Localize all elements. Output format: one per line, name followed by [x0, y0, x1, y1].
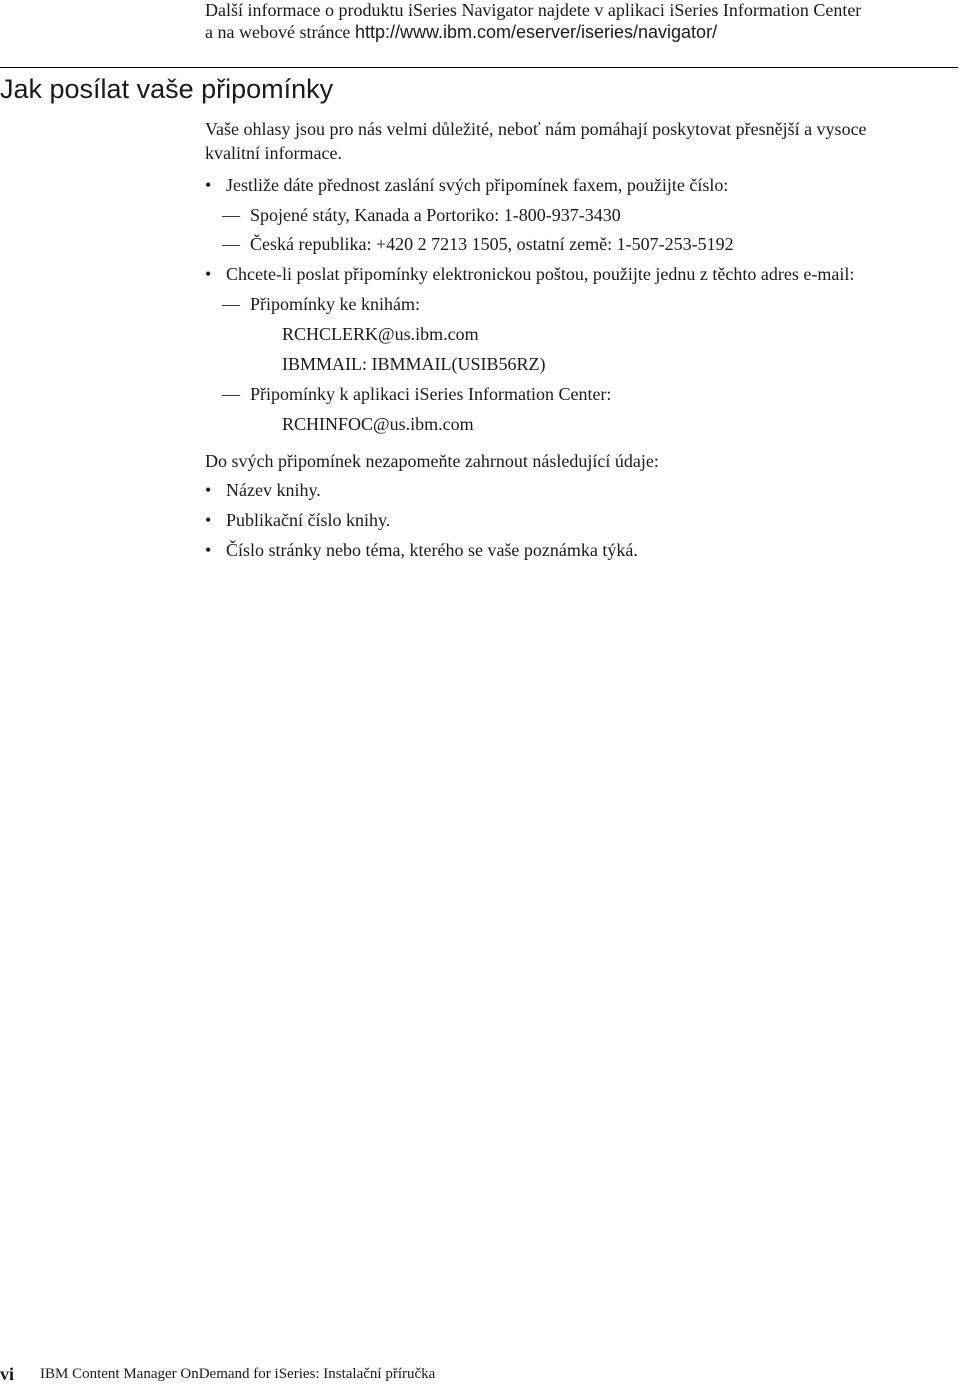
section-title: Jak posílat vaše připomínky [0, 74, 334, 104]
intro-line-1: Další informace o produktu iSeries Navigator najdete v aplikaci iSeries Information Center [205, 0, 862, 20]
email-infocenter-address[interactable]: RCHINFOC@us.ibm.com [282, 414, 474, 434]
fax-cz: Česká republika: +420 2 7213 1505, ostatní země: 1-507-253-5192 [250, 234, 734, 254]
dash-fax-1: — [222, 205, 240, 225]
fax-us: Spojené státy, Kanada a Portoriko: 1-800-937-3430 [250, 205, 621, 225]
intro-line-2 [205, 22, 717, 43]
navigator-url[interactable]: http://www.ibm.com/eserver/iseries/navigator/ [354, 22, 718, 42]
include-intro: Do svých připomínek nezapomeňte zahrnout následující údaje: [205, 451, 659, 471]
email-books-address-2[interactable]: IBMMAIL: IBMMAIL(USIB56RZ) [282, 354, 546, 374]
include-item-2: Publikační číslo knihy. [226, 510, 391, 530]
bullet-include-1: • [205, 480, 212, 500]
include-item-1: Název knihy. [226, 480, 321, 500]
paragraph-line-2: kvalitní informace. [205, 143, 342, 163]
paragraph-line-1: Vaše ohlasy jsou pro nás velmi důležité, neboť nám pomáhají poskytovat přesnější a vysoce [205, 119, 867, 139]
bullet-email: • [205, 264, 212, 284]
intro-line-2-prefix: a na webové stránce [205, 22, 355, 42]
bullet-include-3: • [205, 540, 212, 560]
dash-fax-2: — [222, 234, 240, 254]
fax-intro: Jestliže dáte přednost zaslání svých připomínek faxem, použijte číslo: [226, 175, 729, 195]
bullet-fax: • [205, 175, 212, 195]
include-item-3: Číslo stránky nebo téma, kterého se vaše poznámka týká. [226, 540, 638, 560]
email-infocenter-label: Připomínky k aplikaci iSeries Information Center: [250, 384, 612, 404]
email-books-address-1[interactable]: RCHCLERK@us.ibm.com [282, 324, 479, 344]
page-number: vi [0, 1364, 15, 1384]
email-intro: Chcete-li poslat připomínky elektronickou poštou, použijte jednu z těchto adres e-mail: [226, 264, 855, 284]
bullet-include-2: • [205, 510, 212, 530]
email-books-label: Připomínky ke knihám: [250, 294, 420, 314]
dash-email-1: — [222, 294, 240, 314]
footer-book-title: IBM Content Manager OnDemand for iSeries: Instalační příručka [40, 1366, 436, 1382]
section-divider [0, 67, 958, 68]
dash-email-2: — [222, 384, 240, 404]
